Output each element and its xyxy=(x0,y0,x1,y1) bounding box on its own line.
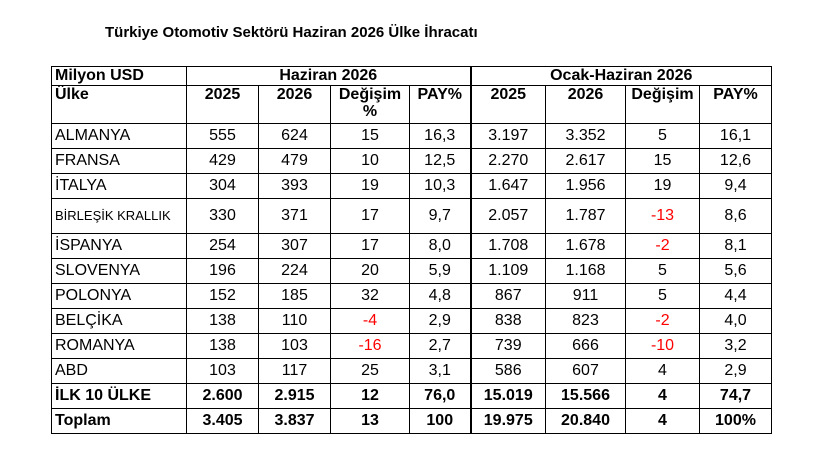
value-cell: 624 xyxy=(259,124,331,149)
value-cell: 32 xyxy=(331,284,410,309)
value-cell: 1.956 xyxy=(546,174,626,199)
value-cell: 666 xyxy=(546,334,626,359)
value-cell: 3,1 xyxy=(410,359,471,384)
value-cell: 10,3 xyxy=(410,174,471,199)
value-cell: 555 xyxy=(187,124,259,149)
value-cell: 103 xyxy=(259,334,331,359)
country-cell: İTALYA xyxy=(52,174,187,199)
value-cell: 17 xyxy=(331,199,410,234)
value-cell: 15 xyxy=(626,149,700,174)
value-cell: 1.708 xyxy=(471,234,546,259)
page-title: Türkiye Otomotiv Sektörü Haziran 2026 Ülke İhracatı xyxy=(105,24,478,41)
column-header-share-ytd: PAY% xyxy=(700,86,772,124)
value-cell: 1.787 xyxy=(546,199,626,234)
value-cell: 2.270 xyxy=(471,149,546,174)
value-cell: 196 xyxy=(187,259,259,284)
value-cell: 138 xyxy=(187,309,259,334)
value-cell: 429 xyxy=(187,149,259,174)
column-header-2026: 2026 xyxy=(259,86,331,124)
value-cell: 3.405 xyxy=(187,409,259,434)
table-row xyxy=(52,124,772,149)
value-cell: 12,5 xyxy=(410,149,471,174)
group-header-haziran: Haziran 2026 xyxy=(187,67,471,86)
value-cell: 2,9 xyxy=(410,309,471,334)
export-table xyxy=(51,66,772,434)
value-cell: 393 xyxy=(259,174,331,199)
column-header-2026-ytd: 2026 xyxy=(546,86,626,124)
value-cell: 4 xyxy=(626,384,700,409)
column-header-2025: 2025 xyxy=(187,86,259,124)
value-cell: -16 xyxy=(331,334,410,359)
value-cell: 1.168 xyxy=(546,259,626,284)
value-cell: 152 xyxy=(187,284,259,309)
table-row xyxy=(52,384,772,409)
table-row xyxy=(52,334,772,359)
value-cell: 16,3 xyxy=(410,124,471,149)
value-cell: 10 xyxy=(331,149,410,174)
value-cell: 4,0 xyxy=(700,309,772,334)
value-cell: -4 xyxy=(331,309,410,334)
column-header-change-ytd: Değişim xyxy=(626,86,700,124)
value-cell: 15 xyxy=(331,124,410,149)
value-cell: 103 xyxy=(187,359,259,384)
table-row xyxy=(52,409,772,434)
value-cell: 5 xyxy=(626,284,700,309)
header-group-row xyxy=(52,67,772,86)
value-cell: 254 xyxy=(187,234,259,259)
value-cell: 1.647 xyxy=(471,174,546,199)
value-cell: 2.617 xyxy=(546,149,626,174)
value-cell: 5 xyxy=(626,259,700,284)
value-cell: 4 xyxy=(626,359,700,384)
value-cell: 2,7 xyxy=(410,334,471,359)
value-cell: 9,7 xyxy=(410,199,471,234)
value-cell: 15.019 xyxy=(471,384,546,409)
value-cell: 739 xyxy=(471,334,546,359)
value-cell: -2 xyxy=(626,234,700,259)
value-cell: 138 xyxy=(187,334,259,359)
country-cell: BELÇİKA xyxy=(52,309,187,334)
table-row xyxy=(52,259,772,284)
value-cell: 3.352 xyxy=(546,124,626,149)
table-body xyxy=(52,124,772,434)
value-cell: 110 xyxy=(259,309,331,334)
table-row xyxy=(52,234,772,259)
value-cell: 607 xyxy=(546,359,626,384)
value-cell: -10 xyxy=(626,334,700,359)
value-cell: 586 xyxy=(471,359,546,384)
value-cell: 4,8 xyxy=(410,284,471,309)
value-cell: 2.057 xyxy=(471,199,546,234)
value-cell: 8,6 xyxy=(700,199,772,234)
country-cell: ALMANYA xyxy=(52,124,187,149)
group-header-ocak-haziran: Ocak-Haziran 2026 xyxy=(471,67,772,86)
unit-label: Milyon USD xyxy=(52,67,187,86)
value-cell: -2 xyxy=(626,309,700,334)
value-cell: -13 xyxy=(626,199,700,234)
value-cell: 371 xyxy=(259,199,331,234)
value-cell: 4 xyxy=(626,409,700,434)
value-cell: 1.109 xyxy=(471,259,546,284)
country-cell: ABD xyxy=(52,359,187,384)
value-cell: 5,6 xyxy=(700,259,772,284)
value-cell: 2.915 xyxy=(259,384,331,409)
column-header-share: PAY% xyxy=(410,86,471,124)
value-cell: 224 xyxy=(259,259,331,284)
value-cell: 867 xyxy=(471,284,546,309)
value-cell: 3,2 xyxy=(700,334,772,359)
value-cell: 2,9 xyxy=(700,359,772,384)
value-cell: 9,4 xyxy=(700,174,772,199)
table-row xyxy=(52,174,772,199)
value-cell: 3.197 xyxy=(471,124,546,149)
value-cell: 5,9 xyxy=(410,259,471,284)
column-header-2025-ytd: 2025 xyxy=(471,86,546,124)
value-cell: 117 xyxy=(259,359,331,384)
value-cell: 5 xyxy=(626,124,700,149)
value-cell: 823 xyxy=(546,309,626,334)
value-cell: 8,0 xyxy=(410,234,471,259)
value-cell: 19 xyxy=(626,174,700,199)
country-cell: İLK 10 ÜLKE xyxy=(52,384,187,409)
header-column-row xyxy=(52,86,772,124)
column-header-country: Ülke xyxy=(52,86,187,124)
value-cell: 76,0 xyxy=(410,384,471,409)
value-cell: 15.566 xyxy=(546,384,626,409)
country-cell: ROMANYA xyxy=(52,334,187,359)
country-cell: Toplam xyxy=(52,409,187,434)
value-cell: 307 xyxy=(259,234,331,259)
value-cell: 2.600 xyxy=(187,384,259,409)
value-cell: 185 xyxy=(259,284,331,309)
value-cell: 13 xyxy=(331,409,410,434)
value-cell: 100 xyxy=(410,409,471,434)
value-cell: 304 xyxy=(187,174,259,199)
value-cell: 100% xyxy=(700,409,772,434)
value-cell: 74,7 xyxy=(700,384,772,409)
value-cell: 4,4 xyxy=(700,284,772,309)
country-cell: İSPANYA xyxy=(52,234,187,259)
value-cell: 16,1 xyxy=(700,124,772,149)
table-row xyxy=(52,309,772,334)
value-cell: 8,1 xyxy=(700,234,772,259)
country-cell: BİRLEŞİK KRALLIK xyxy=(52,199,187,234)
value-cell: 19.975 xyxy=(471,409,546,434)
value-cell: 12 xyxy=(331,384,410,409)
value-cell: 17 xyxy=(331,234,410,259)
value-cell: 838 xyxy=(471,309,546,334)
country-cell: SLOVENYA xyxy=(52,259,187,284)
table-row xyxy=(52,199,772,234)
value-cell: 20.840 xyxy=(546,409,626,434)
value-cell: 479 xyxy=(259,149,331,174)
country-cell: FRANSA xyxy=(52,149,187,174)
value-cell: 1.678 xyxy=(546,234,626,259)
value-cell: 12,6 xyxy=(700,149,772,174)
value-cell: 3.837 xyxy=(259,409,331,434)
country-cell: POLONYA xyxy=(52,284,187,309)
table-row xyxy=(52,359,772,384)
table-row xyxy=(52,149,772,174)
value-cell: 19 xyxy=(331,174,410,199)
value-cell: 911 xyxy=(546,284,626,309)
value-cell: 25 xyxy=(331,359,410,384)
value-cell: 330 xyxy=(187,199,259,234)
table-row xyxy=(52,284,772,309)
value-cell: 20 xyxy=(331,259,410,284)
column-header-change: Değişim % xyxy=(331,86,410,124)
